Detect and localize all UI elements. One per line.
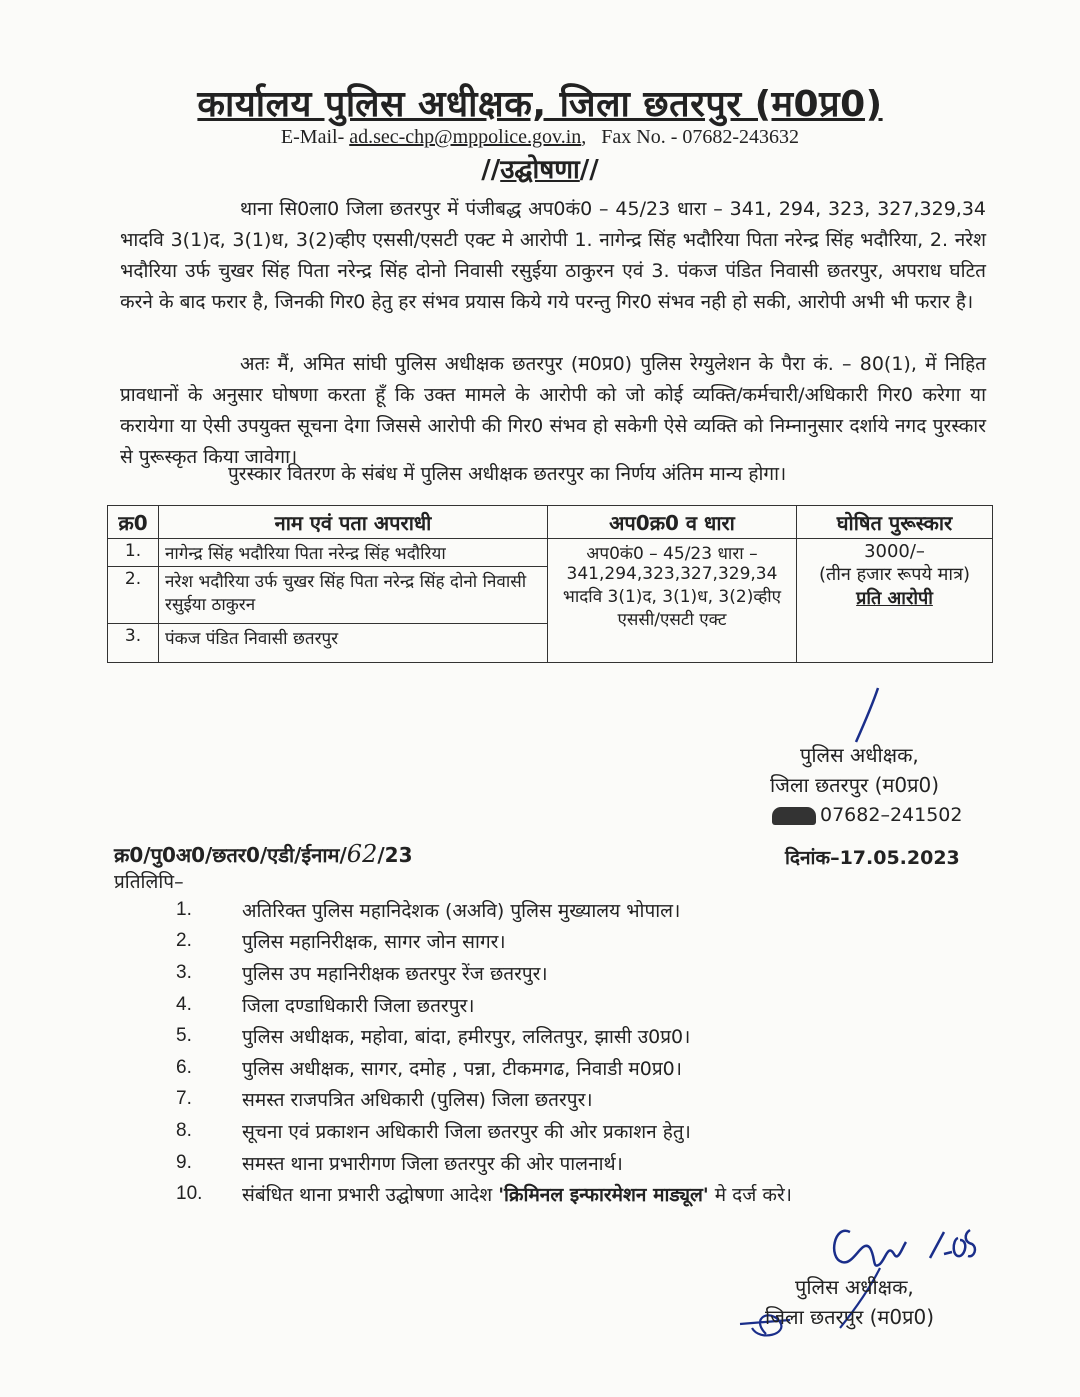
item-text: सूचना एवं प्रकाशन अधिकारी जिला छतरपुर की ओर प्रकाशन हेतु। — [242, 1120, 691, 1143]
item-number: 1. — [176, 898, 192, 920]
item-text: पुलिस उप महानिरीक्षक छतरपुर रेंज छतरपुर। — [242, 962, 548, 985]
module-name: 'क्रिमिनल इन्फारमेशन माड्यूल' — [498, 1184, 709, 1207]
header-section: अप0क्र0 व धारा — [548, 506, 797, 539]
issue-date: दिनांक–17.05.2023 — [785, 847, 960, 869]
case-section-cell — [548, 539, 797, 663]
phone-number: 07682–241502 — [820, 804, 963, 826]
signature-district: जिला छतरपुर (म0प्र0) — [770, 773, 940, 797]
list-item — [176, 1020, 996, 1052]
item-number: 9. — [176, 1151, 192, 1173]
accused-name: पंकज पंडित निवासी छतरपुर — [159, 624, 548, 663]
table-header-row — [108, 506, 993, 539]
ref-number-handwritten: 62 — [346, 840, 378, 868]
proclamation-heading — [0, 150, 1080, 186]
item-text: जिला दण्डाधिकारी जिला छतरपुर। — [242, 994, 475, 1017]
heading-slashes-left: // — [481, 155, 501, 185]
list-item — [176, 957, 996, 989]
row-number: 3. — [108, 624, 159, 663]
row-number: 2. — [108, 567, 159, 624]
reward-per-accused: प्रति आरोपी — [856, 588, 933, 609]
heading-slashes-right: // — [579, 155, 599, 185]
case-number: अप0कं0 – 45/23 धारा – — [586, 544, 758, 564]
item-number: 7. — [176, 1088, 192, 1110]
signature-district: जिला छतरपुर (म0प्र0) — [765, 1305, 935, 1329]
office-title: कार्यालय पुलिस अधीक्षक, जिला छतरपुर (म0प्र0) — [197, 84, 883, 125]
list-item — [176, 1147, 996, 1179]
list-item — [176, 926, 996, 958]
phone-line — [772, 800, 962, 830]
item-number: 5. — [176, 1025, 192, 1047]
heading-word: उद्घोषणा — [500, 155, 580, 185]
item-number: 8. — [176, 1119, 192, 1141]
copy-list — [176, 894, 996, 1210]
item-text: पुलिस अधीक्षक, महोवा, बांदा, हमीरपुर, ललितपुर, झासी उ0प्र0। — [242, 1026, 691, 1049]
reference-number — [114, 840, 412, 868]
copy-to-label: प्रतिलिपि– — [114, 871, 184, 893]
list-item — [176, 1084, 996, 1116]
item-number: 10. — [176, 1183, 203, 1205]
signature-stroke-1 — [848, 686, 888, 746]
list-item — [176, 989, 996, 1021]
item-text-post: मे दर्ज करे। — [708, 1184, 792, 1207]
signature-block-2 — [765, 1272, 935, 1332]
paragraph-2: अतः मैं, अमित सांघी पुलिस अधीक्षक छतरपुर (म0प्र0) पुलिस रेग्युलेशन के पैरा कं. – 80(1), में निहित प्रावधानों के अनुसार घोषणा करता हूँ कि उक्त मामले के आरोपी को जो कोई व्यक्ति/कर्मचारी/अधिकारी गिर0 करेगा या करायेगा या ऐसी उपयुक्त सूचना देगा जिससे आरोपी की गिर0 संभव हो सकेगी ऐसे व्यक्ति को निम्नानुसार दर्शाये नगद पुरस्कार से पुरूस्कृत किया जावेगा। — [120, 353, 986, 468]
email-label: E-Mail- — [280, 126, 350, 148]
item-text: समस्त राजपत्रित अधिकारी (पुलिस) जिला छतरपुर। — [242, 1089, 593, 1112]
reward-amount: 3000/– — [864, 541, 925, 562]
sections-ipc: 341,294,323,327,329,34 — [566, 564, 778, 584]
item-text: पुलिस अधीक्षक, सागर, दमोह , पन्ना, टीकमगढ, निवाडी म0प्र0। — [242, 1057, 682, 1080]
list-item — [176, 894, 996, 926]
item-text — [242, 1181, 792, 1207]
header-name: नाम एवं पता अपराधी — [159, 506, 548, 539]
row-number: 1. — [108, 539, 159, 567]
email-link[interactable]: ad.sec-chp@mppolice.gov.in — [349, 126, 582, 148]
item-text: समस्त थाना प्रभारीगण जिला छतरपुर की ओर पालनार्थ। — [242, 1152, 623, 1175]
item-text: अतिरिक्त पुलिस महानिदेशक (अअवि) पुलिस मुख्यालय भोपाल। — [242, 899, 681, 922]
accused-name: नागेन्द्र सिंह भदौरिया पिता नरेन्द्र सिंह भदौरिया — [159, 539, 548, 567]
header-serial: क्र0 — [108, 506, 159, 539]
list-item — [176, 1052, 996, 1084]
sections-act: एससी/एसटी एक्ट — [617, 610, 727, 630]
signature-title: पुलिस अधीक्षक, — [800, 743, 919, 767]
accused-name: नरेश भदौरिया उर्फ चुखर सिंह पिता नरेन्द्र सिंह दोनो निवासी रसुईया ठाकुरन — [159, 567, 548, 624]
contact-line: E-Mail- ad.sec-chp@mppolice.gov.in, Fax No. - 07682-243632 — [280, 126, 800, 148]
telephone-icon — [772, 807, 816, 825]
reward-words: (तीन हजार रूपये मात्र) — [818, 564, 971, 585]
list-item — [176, 1115, 996, 1147]
signature-title: पुलिस अधीक्षक, — [795, 1275, 914, 1299]
item-number: 6. — [176, 1056, 192, 1078]
item-number: 4. — [176, 993, 192, 1015]
ref-prefix: क्र0/पु0अ0/छतर0/एडी/ईनाम/ — [114, 843, 347, 867]
list-item — [176, 1178, 996, 1210]
item-number: 2. — [176, 930, 192, 952]
sections-bhadavi: भादवि 3(1)द, 3(1)ध, 3(2)व्हीए — [562, 587, 782, 607]
table-row — [108, 539, 993, 567]
fax-number: Fax No. - 07682-243632 — [601, 126, 800, 148]
paragraph-1: थाना सि0ला0 जिला छतरपुर में पंजीबद्ध अप0कं0 – 45/23 धारा – 341, 294, 323, 327,329,34 भादवि 3(1)द, 3(1)ध, 3(2)व्हीए एससी/एसटी एक्ट मे आरोपी 1. नागेन्द्र सिंह भदौरिया पिता नरेन्द्र सिंह भदौरिया, 2. नरेश भदौरिया उर्फ चुखर सिंह पिता नरेन्द्र सिंह दोनो निवासी रसुईया ठाकुरन एवं 3. पंकज पंडित निवासी छतरपुर, अपराध घटित करने के बाद फरार है, जिनकी गिर0 हेतु हर संभव प्रयास किये गये परन्तु गिर0 संभव नही हो सकी, आरोपी अभी भी फरार है। — [120, 198, 986, 313]
signature-block-1 — [770, 740, 963, 830]
item-text: पुलिस महानिरीक्षक, सागर जोन सागर। — [242, 931, 506, 954]
ref-suffix: /23 — [377, 843, 413, 867]
reward-cell — [797, 539, 993, 663]
header-reward: घोषित पुरूस्कार — [797, 506, 993, 539]
item-number: 3. — [176, 961, 192, 983]
reward-table — [107, 505, 993, 663]
item-text-pre: संबंधित थाना प्रभारी उद्घोषणा आदेश — [242, 1184, 499, 1207]
paragraph-3: पुरस्कार वितरण के संबंध में पुलिस अधीक्षक छतरपुर का निर्णय अंतिम मान्य होगा। — [228, 463, 787, 485]
